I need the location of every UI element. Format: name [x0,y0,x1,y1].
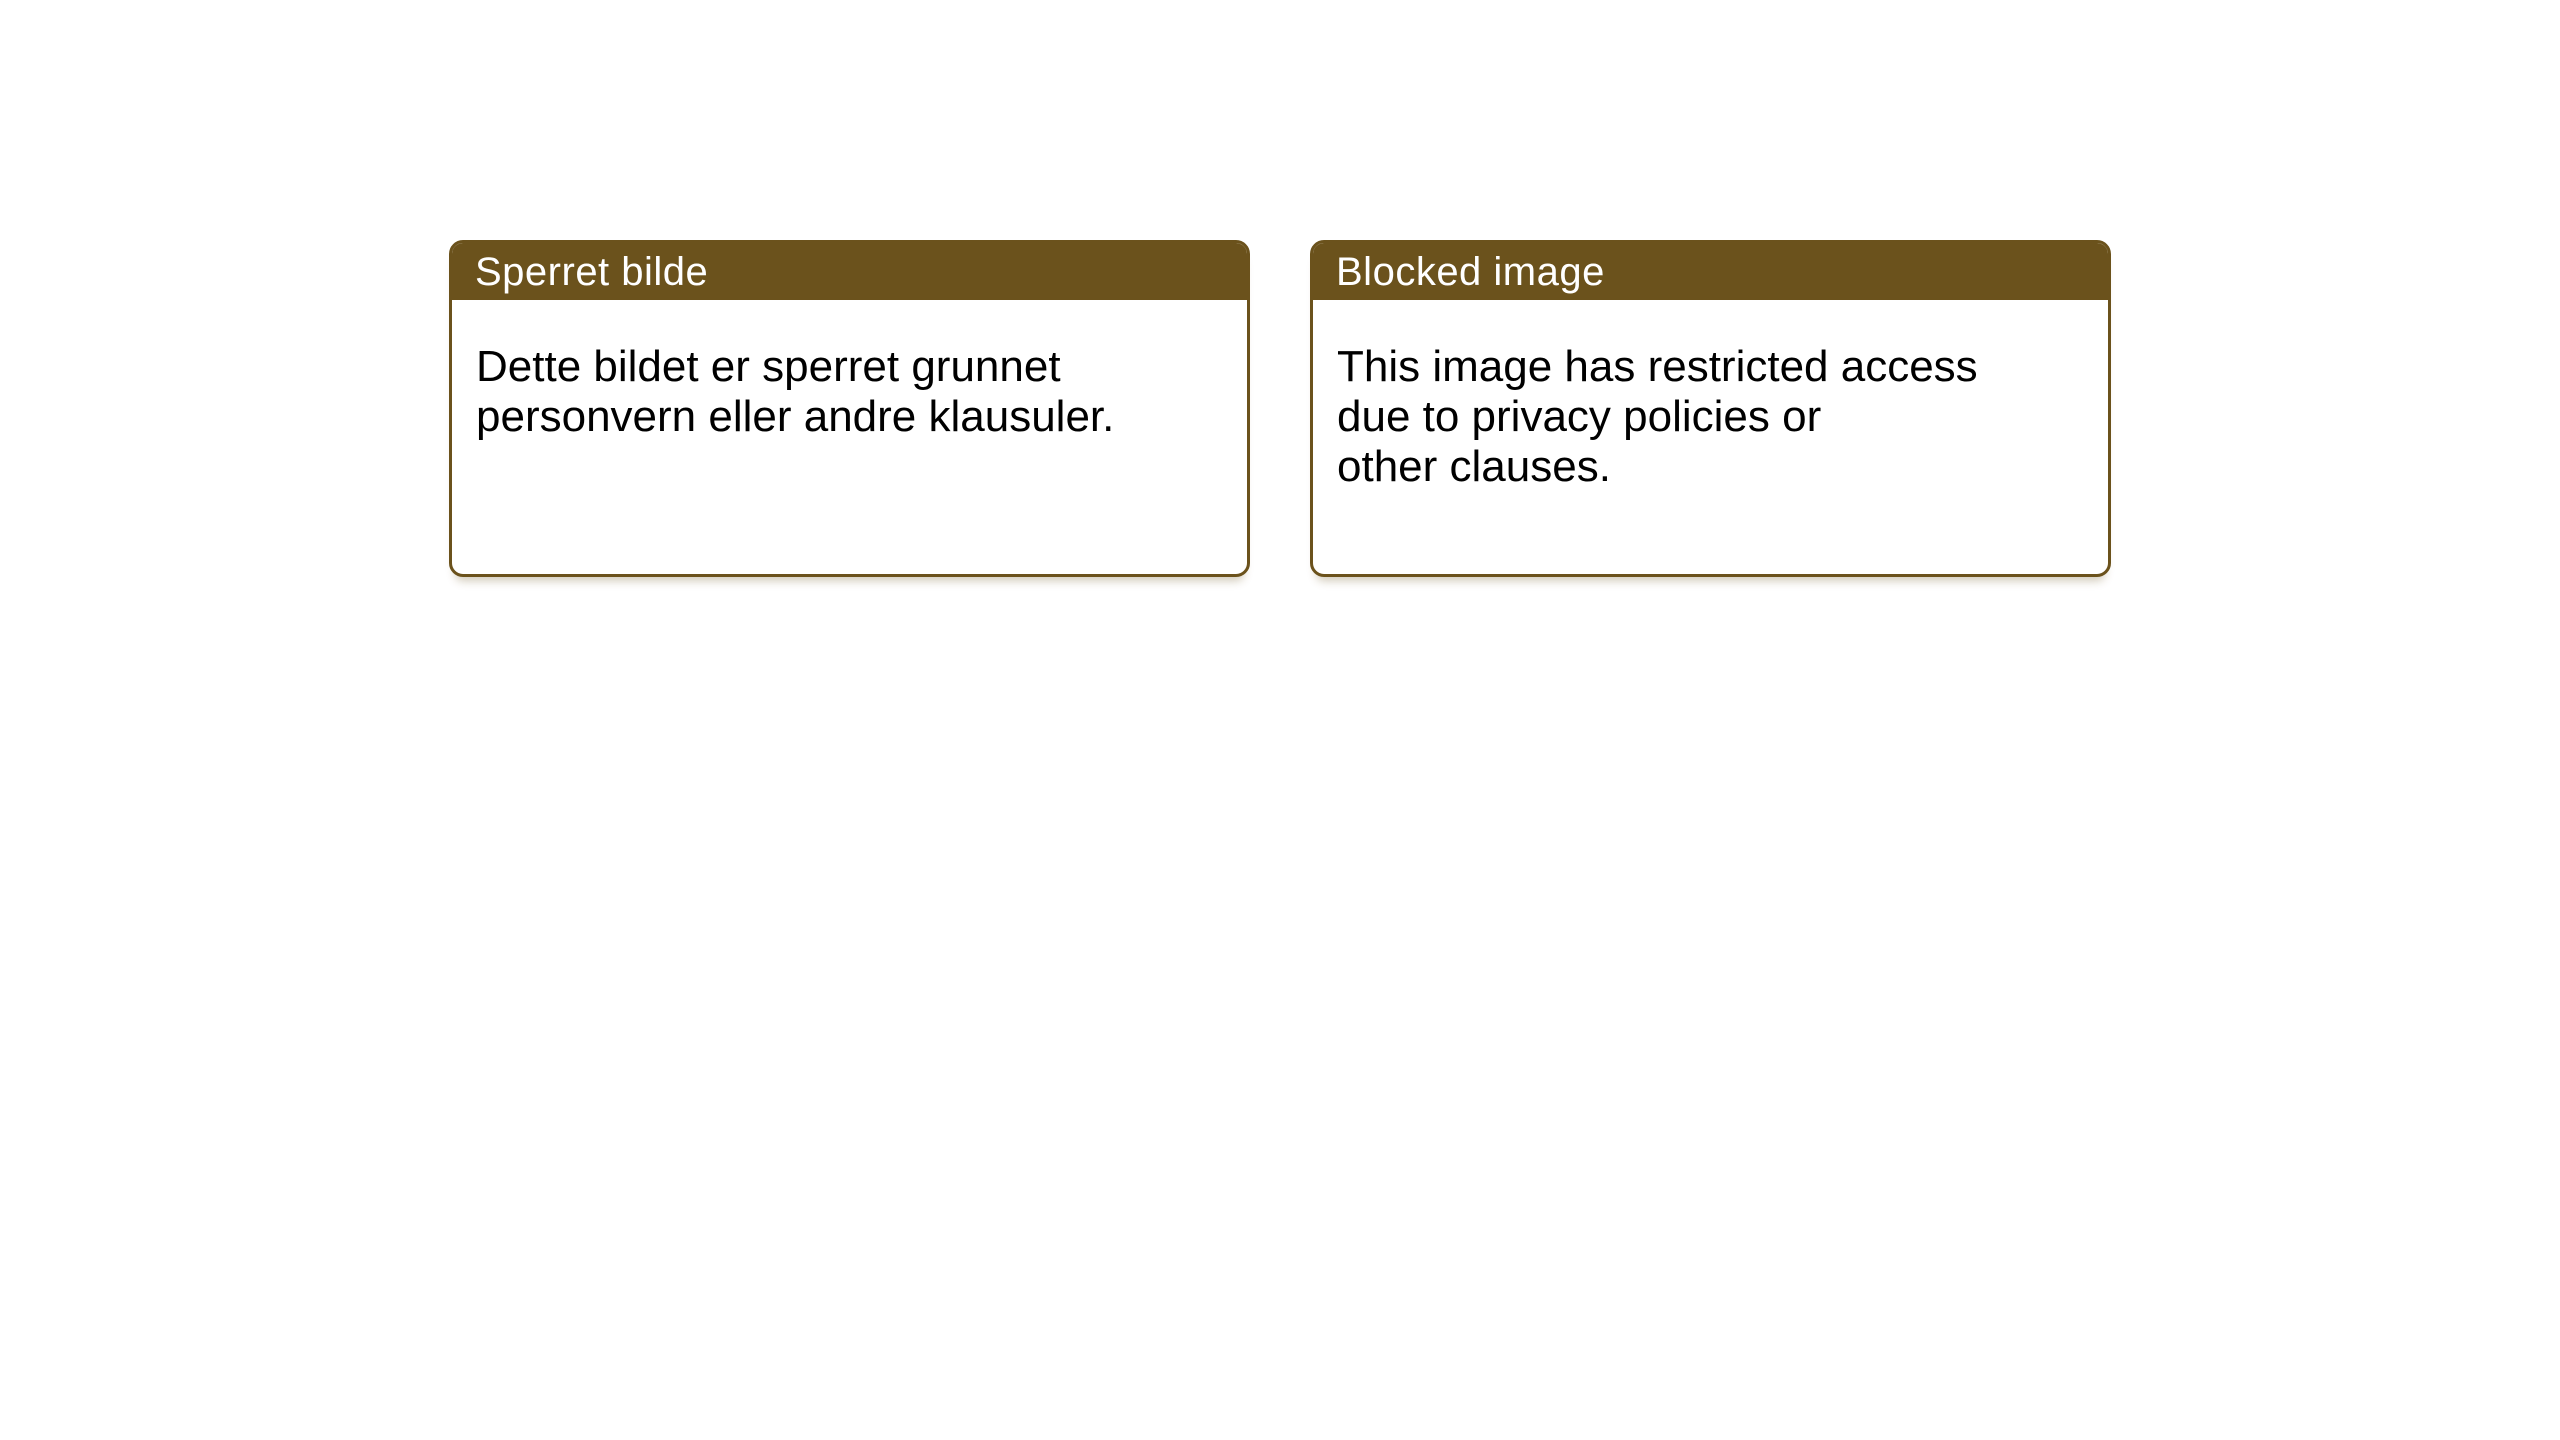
card-body-line: personvern eller andre klausuler. [476,392,1115,441]
card-body [1313,300,2108,492]
blocked-image-notice-card-english [1310,240,2111,577]
card-title: Sperret bilde [475,249,709,294]
card-body-line: due to privacy policies or [1337,392,1822,441]
card-header [1313,243,2108,300]
card-body-line: Dette bildet er sperret grunnet [476,342,1061,391]
card-body-line: This image has restricted access [1337,342,1978,391]
card-header [452,243,1247,300]
card-body [452,300,1247,442]
blocked-image-notice-card-norwegian [449,240,1250,577]
card-body-line: other clauses. [1337,442,1611,491]
card-title: Blocked image [1336,249,1605,294]
